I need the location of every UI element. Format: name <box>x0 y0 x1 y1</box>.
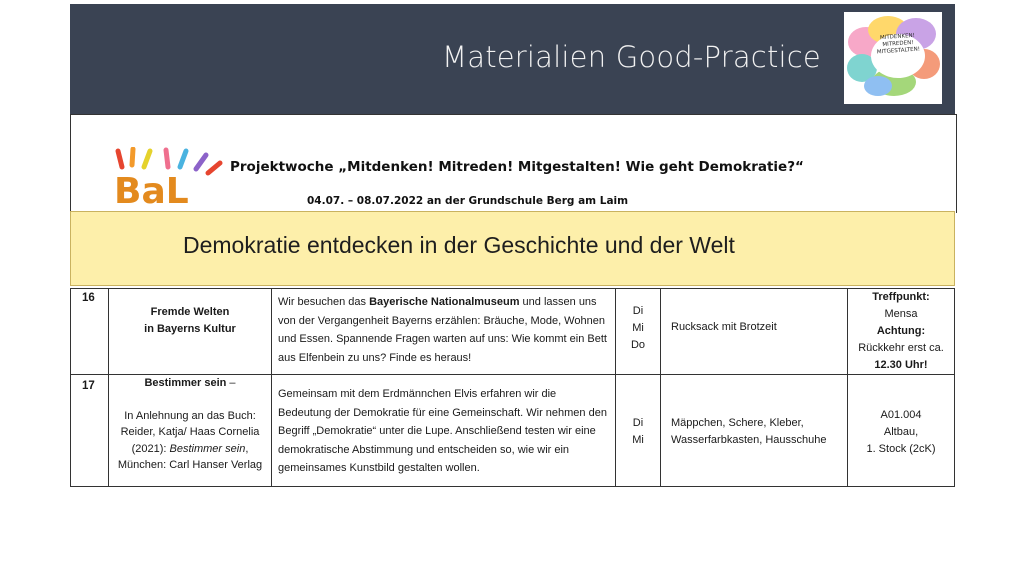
workshop-title-line: Fremde Welten <box>150 306 230 318</box>
speech-bubbles-logo <box>844 12 942 104</box>
speech-bubbles-icon <box>844 12 942 104</box>
bal-logo-text: BaL <box>114 171 189 211</box>
workshop-days: Di Mi Do <box>616 289 661 375</box>
workshop-days: Di Mi <box>616 375 661 487</box>
workshop-description: Wir besuchen das Bayerische Nationalmuseum und lassen uns von der Vergangenheit Bayerns erzählen: Bräuche, Mode, Wohnen und Essen. Spannende Fragen warten auf uns: Wie kommt ein Bett aus Elfenbein zu uns? Finde es heraus! <box>272 289 616 375</box>
page-title: Materialien Good-Practice <box>442 40 821 74</box>
workshop-materials: Rucksack mit Brotzeit <box>661 289 848 375</box>
section-title: Demokratie entdecken in der Geschichte und der Welt <box>183 232 735 258</box>
project-date: 04.07. – 08.07.2022 an der Grundschule Berg am Laim <box>307 195 629 207</box>
logo-text: MITDENKEN! MITREDEN! MITGESTALTEN! <box>876 32 921 56</box>
bal-logo <box>108 147 224 211</box>
project-title: Projektwoche „Mitdenken! Mitreden! Mitgestalten! Wie geht Demokratie?“ <box>230 159 804 175</box>
workshop-title <box>109 289 272 375</box>
workshop-table <box>70 288 955 487</box>
section-banner <box>70 211 955 286</box>
row-number: 16 <box>71 289 109 375</box>
workshop-materials: Mäppchen, Schere, Kleber, Wasserfarbkasten, Hausschuhe <box>661 375 848 487</box>
workshop-title: Bestimmer sein – In Anlehnung an das Buch: Reider, Katja/ Haas Cornelia (2021): Bestimmer sein, München: Carl Hanser Verlag <box>109 375 272 487</box>
header-bar <box>70 4 955 114</box>
table-row <box>71 289 955 375</box>
workshop-location: Treffpunkt: Mensa Achtung: Rückkehr erst ca. 12.30 Uhr! <box>848 289 955 375</box>
table-row <box>71 375 955 487</box>
workshop-description: Gemeinsam mit dem Erdmännchen Elvis erfahren wir die Bedeutung der Demokratie für eine Gemeinschaft. Wir nehmen den Begriff „Demokratie“ unter die Lupe. Anschließend testen wir eine demokratische Abstimmung und entscheiden so, wie wir ein gemeinsames Kunstbild gestalten wollen. <box>272 375 616 487</box>
row-number: 17 <box>71 375 109 487</box>
workshop-title-line: in Bayerns Kultur <box>144 323 236 335</box>
workshop-location: A01.004 Altbau, 1. Stock (2cK) <box>848 375 955 487</box>
